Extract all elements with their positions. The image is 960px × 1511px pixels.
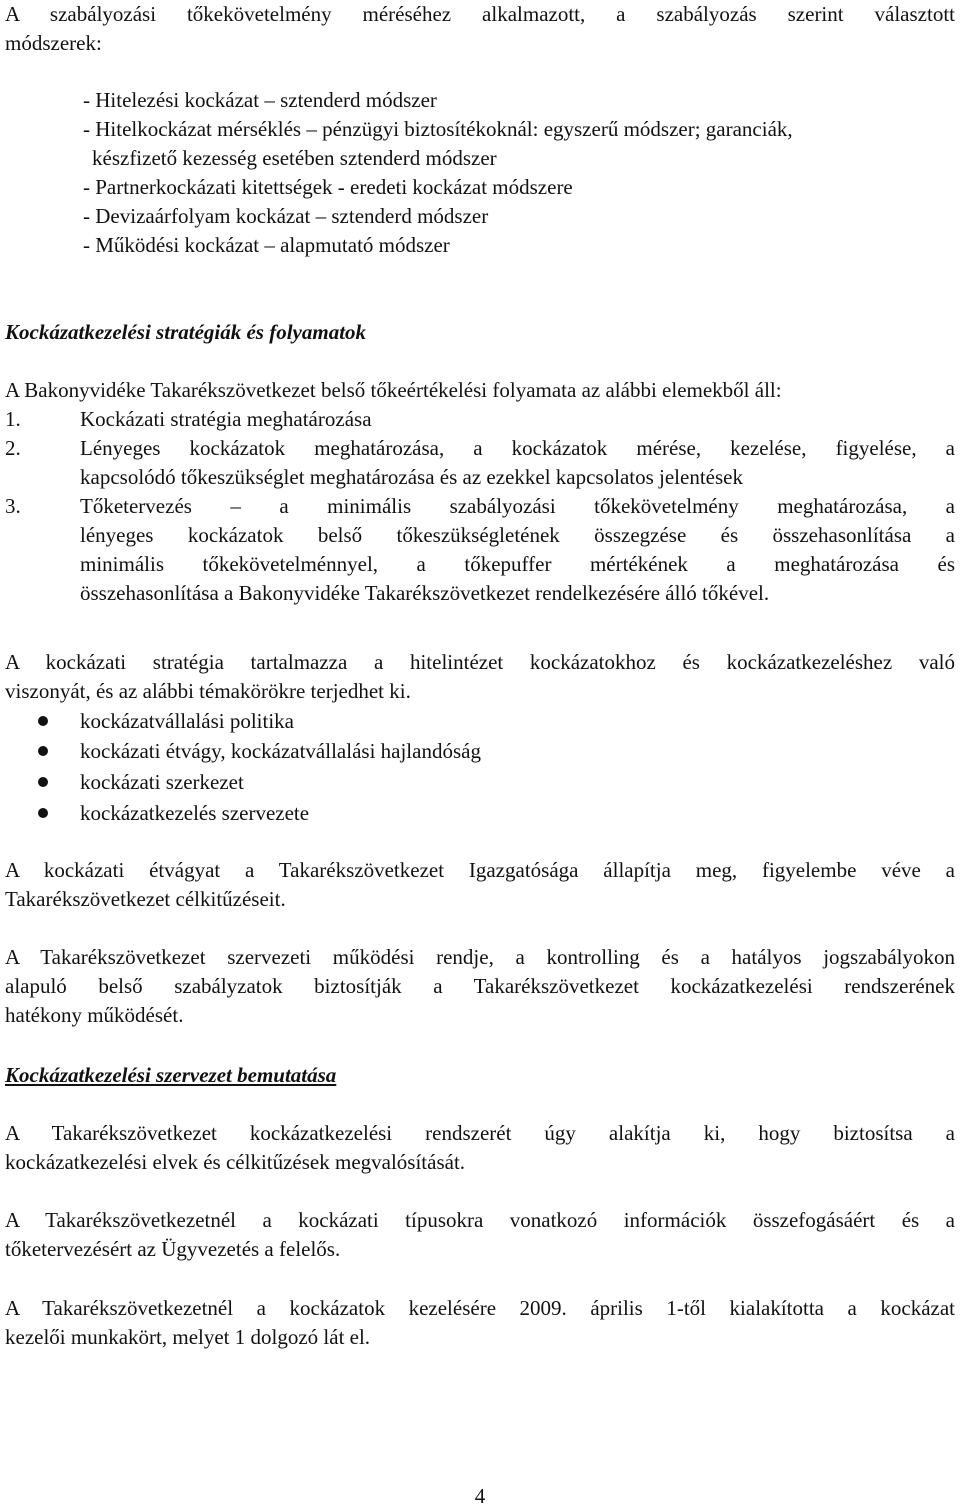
- list-item-line: lényeges kockázatok belső tőkeszükségletének összegzése és összehasonlítása a: [80, 523, 955, 547]
- org-paragraph-line: kezelői munkakört, melyet 1 dolgozó lát el.: [5, 1325, 371, 1349]
- section-heading-strategies: Kockázatkezelési stratégiák és folyamatok: [5, 320, 367, 344]
- org-paragraph-line: tőketervezésért az Ügyvezetés a felelős.: [5, 1237, 341, 1261]
- list-number: 3.: [5, 494, 21, 518]
- section-heading-organisation: Kockázatkezelési szervezet bemutatása: [5, 1063, 337, 1087]
- org-paragraph-line: kockázatkezelési elvek és célkitűzések megvalósítását.: [5, 1150, 466, 1174]
- page-number: 4: [474, 1484, 486, 1508]
- strategy-paragraph-line: viszonyát, és az alábbi témakörökre terjedhet ki.: [5, 679, 411, 703]
- process-intro: A Bakonyvidéke Takarékszövetkezet belső tőkeértékelési folyamata az alábbi elemekből áll:: [5, 378, 782, 402]
- list-item-line: minimális tőkekövetelménnyel, a tőkepuffer mértékének a meghatározása és: [80, 552, 955, 576]
- org-paragraph-line: A Takarékszövetkezetnél a kockázati típusokra vonatkozó információk összefogásáért és a: [5, 1208, 955, 1232]
- list-item-line: kapcsolódó tőkeszükséglet meghatározása és az ezekkel kapcsolatos jelentések: [80, 465, 743, 489]
- list-item-line: Lényeges kockázatok meghatározása, a kockázatok mérése, kezelése, figyelése, a: [80, 436, 955, 460]
- bullet-item: kockázatkezelés szervezete: [80, 801, 310, 825]
- list-number: 1.: [5, 407, 21, 431]
- intro-line-1: A szabályozási tőkekövetelmény méréséhez alkalmazott, a szabályozás szerint választott: [5, 2, 955, 26]
- bullet-icon: [38, 746, 48, 756]
- organisation-paragraph-line: alapuló belső szabályzatok biztosítják a Takarékszövetkezet kockázatkezelési rendszerének: [5, 974, 955, 998]
- bullet-icon: [38, 808, 48, 818]
- method-item: - Partnerkockázati kitettségek - eredeti kockázat módszere: [83, 175, 573, 199]
- list-item-line: Tőketervezés – a minimális szabályozási tőkekövetelmény meghatározása, a: [80, 494, 955, 518]
- method-item: készfizető kezesség esetében sztenderd módszer: [92, 146, 497, 170]
- organisation-paragraph-line: hatékony működését.: [5, 1003, 184, 1027]
- org-paragraph-line: A Takarékszövetkezet kockázatkezelési rendszerét úgy alakítja ki, hogy biztosítsa a: [5, 1121, 955, 1145]
- strategy-paragraph-line: A kockázati stratégia tartalmazza a hitelintézet kockázatokhoz és kockázatkezeléshez való: [5, 650, 955, 674]
- list-number: 2.: [5, 436, 21, 460]
- method-item: - Hitelkockázat mérséklés – pénzügyi biztosítékoknál: egyszerű módszer; garanciák,: [83, 117, 793, 141]
- organisation-paragraph-line: A Takarékszövetkezet szervezeti működési rendje, a kontrolling és a hatályos jogszabályokon: [5, 945, 955, 969]
- method-item: - Hitelezési kockázat – sztenderd módszer: [83, 88, 437, 112]
- list-item-line: Kockázati stratégia meghatározása: [80, 407, 372, 431]
- intro-line-2: módszerek:: [5, 31, 102, 55]
- method-item: - Működési kockázat – alapmutató módszer: [83, 233, 450, 257]
- appetite-paragraph-line: Takarékszövetkezet célkitűzéseit.: [5, 887, 286, 911]
- appetite-paragraph-line: A kockázati étvágyat a Takarékszövetkezet Igazgatósága állapítja meg, figyelembe véve a: [5, 858, 955, 882]
- org-paragraph-line: A Takarékszövetkezetnél a kockázatok kezelésére 2009. április 1-től kialakította a kockázat: [5, 1296, 955, 1320]
- bullet-item: kockázati szerkezet: [80, 770, 244, 794]
- bullet-icon: [38, 716, 48, 726]
- method-item: - Devizaárfolyam kockázat – sztenderd módszer: [83, 204, 489, 228]
- list-item-line: összehasonlítása a Bakonyvidéke Takarékszövetkezet rendelkezésére álló tőkével.: [80, 581, 770, 605]
- bullet-item: kockázatvállalási politika: [80, 709, 294, 733]
- bullet-item: kockázati étvágy, kockázatvállalási hajlandóság: [80, 739, 481, 763]
- bullet-icon: [38, 777, 48, 787]
